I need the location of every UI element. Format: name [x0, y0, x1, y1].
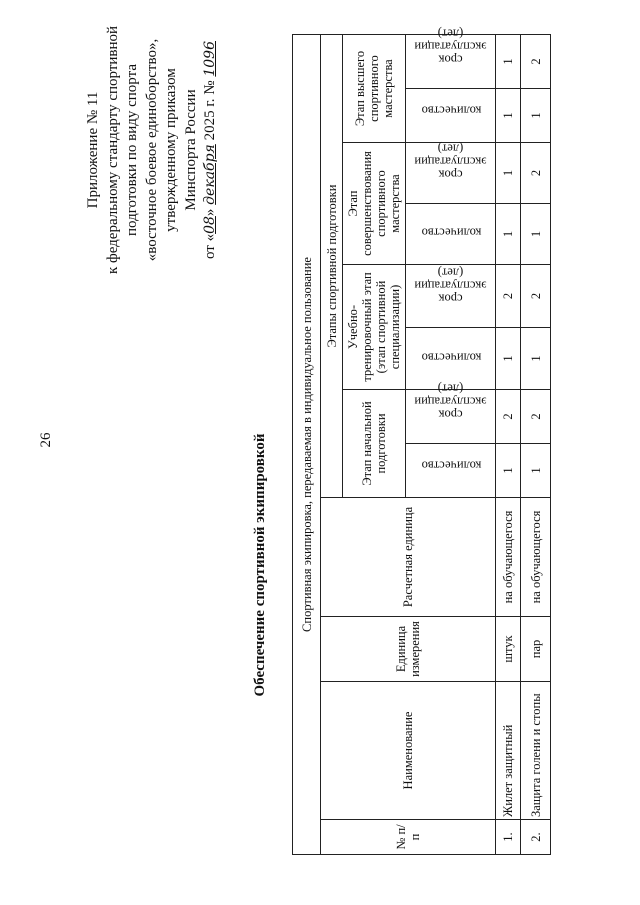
appendix-header	[84, 20, 221, 280]
col-unit-header: Единица измерения	[321, 617, 496, 682]
order-number: 1096	[202, 41, 218, 77]
row-calc-unit: на обучающегося	[496, 498, 521, 617]
equipment-table	[292, 26, 551, 855]
quantity-cell: 1	[496, 89, 521, 143]
col-num-header: № п/п	[321, 820, 496, 855]
subheader-text: количество	[421, 350, 481, 365]
quantity-cell: 1	[521, 444, 551, 498]
quantity-subheader	[406, 89, 496, 143]
quantity-cell: 1	[521, 204, 551, 265]
appendix-line: утвержденному приказом	[163, 68, 179, 232]
term-cell: 2	[521, 35, 551, 89]
term-cell: 2	[521, 143, 551, 204]
subheader-text: срок эксплуатации (лет)	[414, 381, 487, 422]
row-unit: пар	[521, 617, 551, 682]
term-cell: 2	[496, 265, 521, 328]
appendix-line: Минспорта России	[182, 89, 199, 211]
appendix-line: Приложение № 11	[85, 91, 101, 209]
quantity-cell: 1	[521, 328, 551, 390]
row-num: 2.	[521, 820, 551, 855]
col-calc-unit-header: Расчетная единица	[321, 498, 496, 617]
subheader-text: количество	[421, 225, 481, 240]
subheader-text: количество	[421, 458, 481, 473]
appendix-line: подготовки по виду спорта	[124, 64, 140, 236]
col-name-header: Наименование	[321, 682, 496, 820]
stage-header: Этап начальной подготовки	[343, 390, 406, 498]
term-cell: 2	[496, 390, 521, 444]
subheader-text: срок эксплуатации (лет)	[414, 26, 487, 67]
subheader-text: срок эксплуатации (лет)	[414, 141, 487, 182]
stages-header: Этапы спортивной подготовки	[321, 35, 343, 498]
term-cell: 2	[521, 265, 551, 328]
term-subheader	[406, 381, 496, 444]
quantity-cell: 1	[521, 89, 551, 143]
appendix-line: к федеральному стандарту спортивной	[104, 25, 121, 275]
stage-header: Этап высшего спортивного мастерства	[343, 35, 406, 143]
document-title: Обеспечение спортивной экипировкой	[252, 433, 268, 697]
row-name: Защита голени и стопы	[521, 682, 551, 820]
term-cell: 1	[496, 143, 521, 204]
row-num: 1.	[496, 820, 521, 855]
term-subheader	[406, 265, 496, 328]
quantity-subheader	[406, 204, 496, 265]
row-name: Жилет защитный	[496, 682, 521, 820]
date-month: декабря	[202, 144, 218, 205]
term-cell: 1	[496, 35, 521, 89]
stage-header: Учебно-тренировочный этап (этап спортивной специализации)	[343, 265, 406, 390]
stage-header: Этап совершенствования спортивного мастерства	[343, 143, 406, 265]
quantity-cell: 1	[496, 444, 521, 498]
page-number: 26	[38, 432, 54, 448]
row-calc-unit: на обучающегося	[521, 498, 551, 617]
appendix-date-line: от «08» декабря 2025 г. № 1096	[202, 41, 218, 260]
row-unit: штук	[496, 617, 521, 682]
subheader-text: количество	[421, 103, 481, 118]
term-cell: 2	[521, 390, 551, 444]
subheader-text: срок эксплуатации (лет)	[414, 265, 487, 306]
appendix-line: «восточное боевое единоборство»,	[143, 38, 160, 262]
quantity-cell: 1	[496, 328, 521, 390]
term-subheader	[406, 26, 496, 89]
group-header: Спортивная экипировка, передаваемая в индивидуальное пользование	[293, 35, 321, 855]
term-subheader	[406, 143, 496, 204]
date-day: 08	[202, 216, 218, 234]
quantity-cell: 1	[496, 204, 521, 265]
quantity-subheader	[406, 444, 496, 498]
quantity-subheader	[406, 328, 496, 390]
